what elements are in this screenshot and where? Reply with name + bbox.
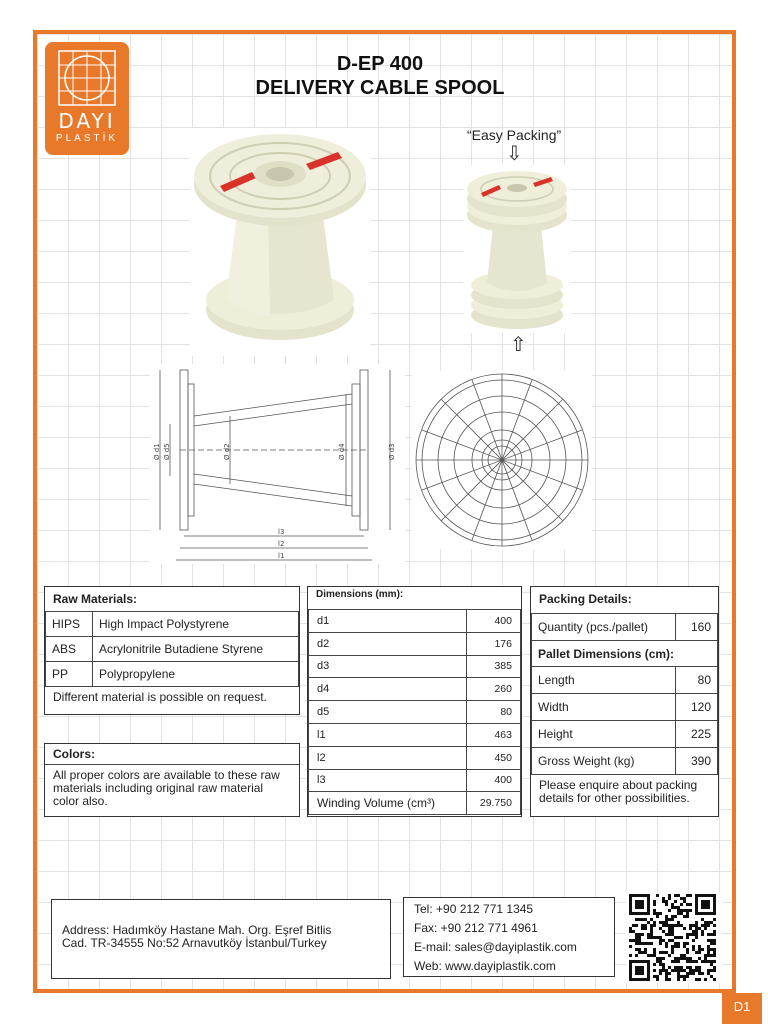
- table-row: [532, 614, 718, 641]
- dim-label: d2: [309, 632, 467, 655]
- material-name: High Impact Polystyrene: [93, 612, 299, 637]
- table-row: [309, 610, 521, 633]
- label-l3: l3: [278, 528, 285, 536]
- qr-code-icon[interactable]: [626, 893, 722, 983]
- pallet-value: 120: [676, 694, 718, 721]
- table-row: [309, 632, 521, 655]
- dim-value: 29.750: [467, 792, 521, 815]
- technical-drawing-front: [412, 370, 592, 550]
- table-row: [46, 637, 299, 662]
- table-row: [309, 792, 521, 815]
- dim-value: 400: [467, 769, 521, 792]
- page-number-label: D1: [722, 993, 762, 1024]
- contact-email[interactable]: E-mail: sales@dayiplastik.com: [414, 940, 577, 954]
- dim-label: l3: [309, 769, 467, 792]
- table-row: [309, 769, 521, 792]
- dim-value: 385: [467, 655, 521, 678]
- dimensions-title: Dimensions (mm):: [316, 589, 404, 600]
- dimensions-panel: [307, 586, 522, 817]
- label-d2: Ø d2: [223, 443, 231, 460]
- spool-render-image: [190, 128, 370, 356]
- pallet-label: Length: [532, 667, 676, 694]
- colors-title: Colors:: [45, 744, 299, 765]
- table-row: [309, 678, 521, 701]
- product-title: DELIVERY CABLE SPOOL: [255, 77, 505, 99]
- arrow-up-icon: ⇧: [510, 334, 527, 356]
- pallet-label: Width: [532, 694, 676, 721]
- label-l1: l1: [278, 552, 285, 560]
- logo-emblem-icon: [55, 49, 119, 107]
- dim-label: d4: [309, 678, 467, 701]
- address-line-2: Cad. TR-34555 No:52 Arnavutköy İstanbul/Turkey: [62, 936, 327, 950]
- colors-panel: [44, 743, 300, 817]
- table-row: [532, 641, 718, 667]
- dim-label: d3: [309, 655, 467, 678]
- dim-value: 400: [467, 610, 521, 633]
- quantity-label: Quantity (pcs./pallet): [532, 614, 676, 641]
- pallet-label: Gross Weight (kg): [532, 748, 676, 775]
- colors-note: All proper colors are available to these raw materials including original raw material color also.: [53, 768, 280, 808]
- pallet-value: 80: [676, 667, 718, 694]
- quantity-value: 160: [676, 614, 718, 641]
- table-row: [309, 701, 521, 724]
- dim-label: d1: [309, 610, 467, 633]
- contact-panel: [403, 897, 615, 977]
- dim-value: 80: [467, 701, 521, 724]
- dim-value: 176: [467, 632, 521, 655]
- table-row: [532, 748, 718, 775]
- packing-panel: [530, 586, 719, 817]
- raw-materials-title: Raw Materials:: [53, 592, 138, 606]
- dim-value: 450: [467, 746, 521, 769]
- easy-packing-label: “Easy Packing”: [467, 127, 562, 143]
- pallet-value: 225: [676, 721, 718, 748]
- table-row: [309, 655, 521, 678]
- packing-title: Packing Details:: [539, 592, 632, 606]
- logo-sub: PLASTİK: [55, 133, 119, 144]
- label-l2: l2: [278, 540, 285, 548]
- address-line-1: Address: Hadımköy Hastane Mah. Org. Eşref Bitlis: [62, 923, 332, 937]
- table-row: [309, 746, 521, 769]
- label-d5: Ø d5: [163, 443, 171, 460]
- contact-tel[interactable]: Tel: +90 212 771 1345: [414, 902, 534, 916]
- dim-label: d5: [309, 701, 467, 724]
- product-model: D-EP 400: [336, 53, 424, 75]
- company-logo: [45, 42, 129, 155]
- contact-web[interactable]: Web: www.dayiplastik.com: [414, 959, 556, 973]
- material-code: ABS: [46, 637, 93, 662]
- table-row: [309, 723, 521, 746]
- dim-value: 463: [467, 723, 521, 746]
- label-d1: Ø d1: [153, 443, 161, 460]
- table-row: [46, 612, 299, 637]
- label-d4: Ø d4: [338, 443, 346, 460]
- pallet-title: Pallet Dimensions (cm):: [532, 641, 718, 667]
- material-code: HIPS: [46, 612, 93, 637]
- table-row: [46, 662, 299, 687]
- arrow-down-icon: ⇩: [506, 143, 523, 165]
- dim-label: Winding Volume (cm³): [309, 792, 467, 815]
- address-panel: [51, 899, 391, 979]
- table-row: [532, 667, 718, 694]
- material-code: PP: [46, 662, 93, 687]
- raw-materials-panel: [44, 586, 300, 715]
- material-name: Acrylonitrile Butadiene Styrene: [93, 637, 299, 662]
- raw-materials-note: Different material is possible on request.: [53, 690, 267, 704]
- pallet-value: 390: [676, 748, 718, 775]
- table-row: [532, 721, 718, 748]
- dim-label: l2: [309, 746, 467, 769]
- dim-label: l1: [309, 723, 467, 746]
- stacked-spools-image: [463, 165, 571, 333]
- pallet-label: Height: [532, 721, 676, 748]
- table-row: [532, 694, 718, 721]
- contact-fax: Fax: +90 212 771 4961: [414, 921, 538, 935]
- packing-note: Please enquire about packing details for other possibilities.: [539, 778, 698, 805]
- material-name: Polypropylene: [93, 662, 299, 687]
- label-d3: Ø d3: [388, 443, 396, 460]
- dim-value: 260: [467, 678, 521, 701]
- logo-brand: DAYI: [58, 109, 116, 133]
- technical-drawing-side: [150, 364, 405, 564]
